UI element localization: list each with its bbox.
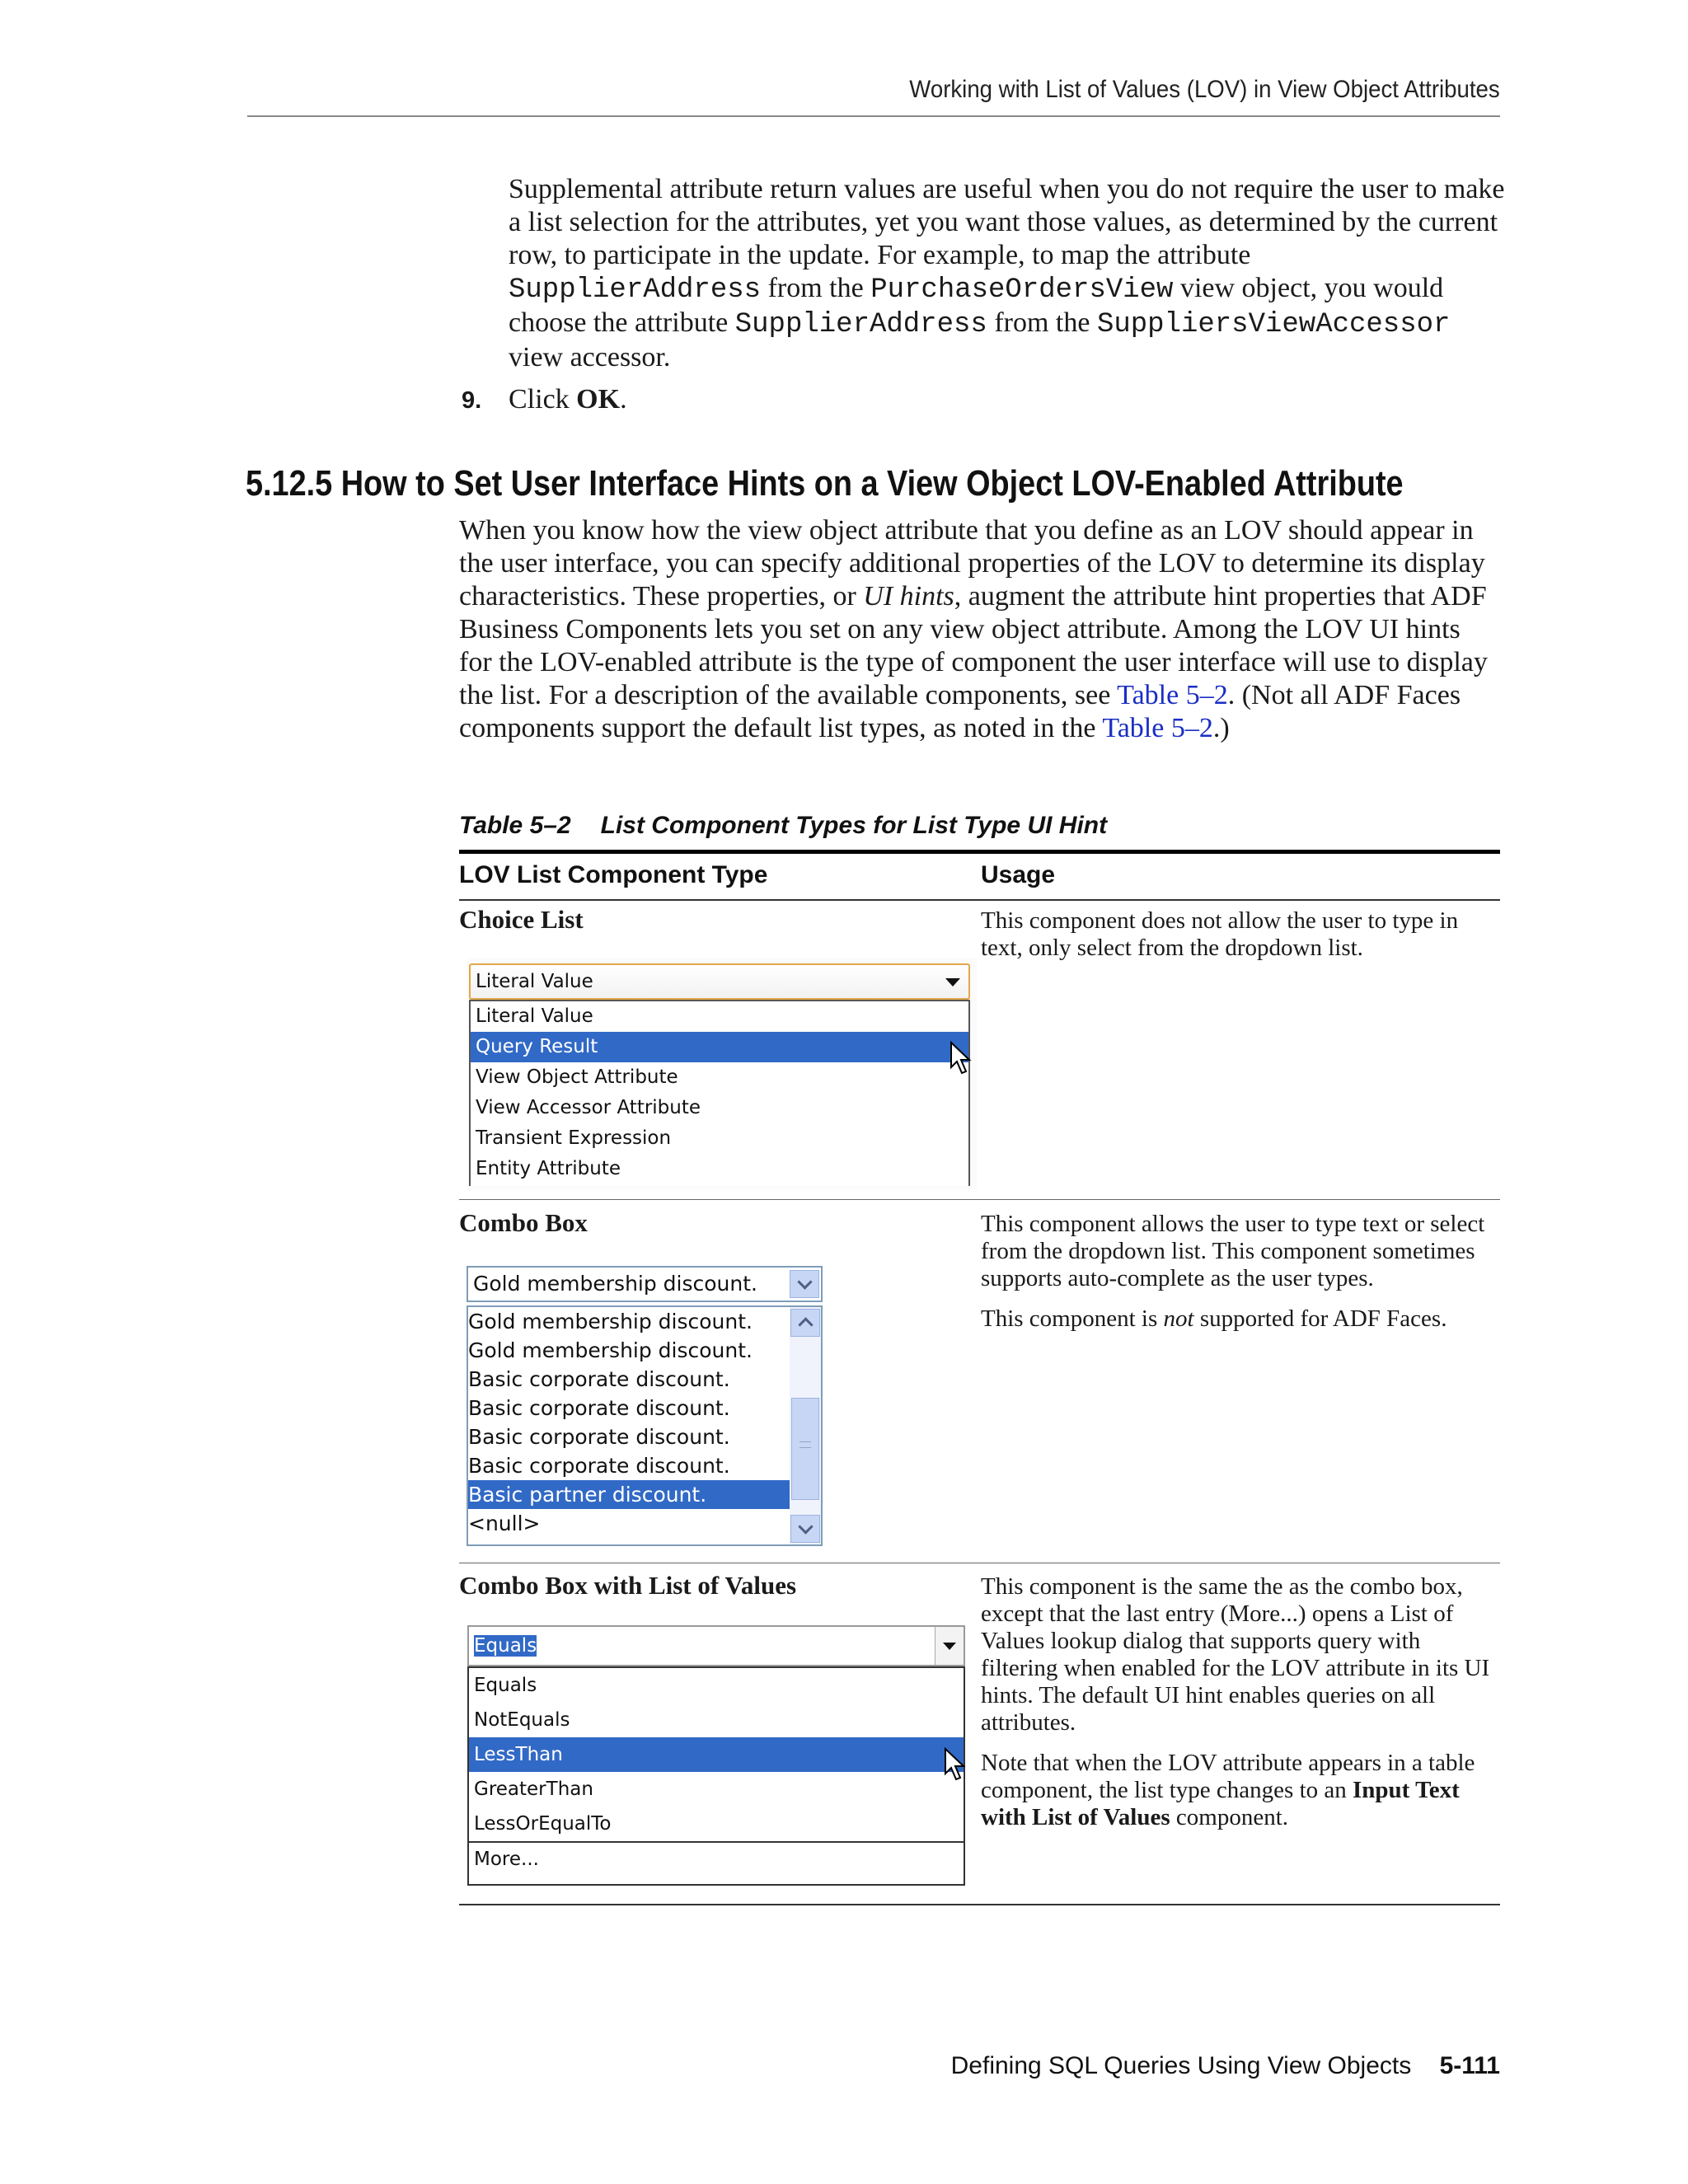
list-item-selected[interactable]: Query Result	[471, 1032, 968, 1062]
header-component-type: LOV List Component Type	[459, 861, 768, 888]
usage-combo-box-lov: This component is the same the as the combo box, except that the last entry (More...) opens a List of Values lookup dialog that supports query with filtering when enabled for the LOV attribute in its UI hints. The default UI hint enables queries on all attributes. Note that when the LOV attribute appears in a table component, the list type changes to an Input Text with List of Values component.	[981, 1573, 1490, 1830]
table-link-1[interactable]: Table 5–2	[1117, 680, 1228, 710]
list-item[interactable]: Basic corporate discount.	[468, 1425, 730, 1449]
intro-paragraph: When you know how the view object attribute that you define as an LOV should appear in the user interface, you can specify additional properties of the LOV to determine its display characteristics. These properties, or UI hints, augment the attribute hint properties that ADF Business Components lets you set on any view object attribute. Among the LOV UI hints for the LOV-enabled attribute is the type of component the user interface will use to display the list. For a description of the available components, see Table 5–2. (Not all ADF Faces components support the default list types, as noted in the Table 5–2.)	[459, 515, 1488, 743]
more-item[interactable]: More...	[469, 1841, 964, 1876]
list-item[interactable]: Entity Attribute	[476, 1158, 621, 1179]
mouse-cursor-icon	[944, 1747, 967, 1782]
choice-list-widget	[467, 958, 977, 1189]
combo-box-lov-field[interactable]	[467, 1625, 965, 1666]
running-header: Working with List of Values (LOV) in View Object Attributes	[909, 76, 1500, 103]
list-item[interactable]: Gold membership discount.	[468, 1310, 753, 1333]
table-link-2[interactable]: Table 5–2	[1102, 713, 1213, 743]
footer-title: Defining SQL Queries Using View Objects	[950, 2052, 1412, 2079]
mouse-cursor-icon	[950, 1041, 973, 1076]
combo-box-field-value: Gold membership discount.	[473, 1272, 757, 1296]
code-supplieraddress-2: SupplierAddress	[734, 309, 987, 340]
list-item[interactable]: Equals	[474, 1675, 537, 1696]
combo-box-lov-widget	[467, 1625, 972, 1892]
code-supplieraddress: SupplierAddress	[509, 274, 762, 306]
row-divider	[459, 1199, 1500, 1200]
choice-list-field[interactable]	[469, 963, 970, 1000]
step-9: 9. Click OK.	[462, 384, 627, 415]
scroll-down-icon[interactable]	[790, 1515, 820, 1543]
choice-list-field-value: Literal Value	[476, 971, 593, 992]
header-rule-bottom	[459, 899, 1500, 901]
combo-box-lov-field-value: Equals	[474, 1635, 537, 1657]
list-item[interactable]: View Accessor Attribute	[476, 1097, 701, 1118]
list-item[interactable]: Gold membership discount.	[468, 1338, 753, 1362]
dropdown-arrow-icon[interactable]	[935, 1627, 964, 1665]
chevron-down-icon[interactable]	[790, 1270, 819, 1298]
list-item[interactable]: <null>	[468, 1511, 541, 1535]
header-usage: Usage	[981, 861, 1056, 888]
list-item[interactable]: GreaterThan	[474, 1779, 593, 1800]
list-item-selected[interactable]: Basic partner discount.	[468, 1480, 790, 1509]
supplemental-paragraph: Supplemental attribute return values are useful when you do not require the user to make a list selection for the attributes, yet you want those values, as determined by the current row, to participate in the update. For example, to map the attribute SupplierAddress from the PurchaseOrdersView view object, you would choose the attribute SupplierAddress from the SuppliersViewAccessor view accessor.	[509, 174, 1505, 373]
list-item[interactable]: View Object Attribute	[476, 1066, 678, 1088]
combo-box-dropdown	[467, 1305, 823, 1546]
page-number: 5-111	[1439, 2052, 1500, 2079]
list-item[interactable]: Literal Value	[476, 1005, 593, 1027]
row-title-combo-box: Combo Box	[459, 1208, 588, 1237]
section-heading: 5.12.5 How to Set User Interface Hints on a View Object LOV-Enabled Attribute	[246, 463, 1404, 504]
page-footer	[951, 2052, 1500, 2080]
scrollbar-thumb[interactable]	[791, 1398, 819, 1500]
list-item[interactable]: Basic corporate discount.	[468, 1396, 730, 1420]
scrollbar[interactable]	[790, 1307, 821, 1544]
code-purchaseordersview: PurchaseOrdersView	[870, 274, 1174, 306]
code-suppliersviewaccessor: SuppliersViewAccessor	[1096, 309, 1451, 340]
header-rule	[247, 115, 1500, 117]
list-item[interactable]: NotEquals	[474, 1709, 570, 1731]
dropdown-arrow-icon[interactable]	[945, 978, 960, 987]
row-title-choice-list: Choice List	[459, 905, 584, 934]
combo-box-widget	[463, 1266, 826, 1548]
table-bottom-rule	[459, 1904, 1500, 1905]
combo-box-field[interactable]	[467, 1266, 823, 1302]
usage-combo-box: This component allows the user to type text or select from the dropdown list. This component sometimes supports auto-complete as the user types. This component is not supported for ADF Faces.	[981, 1211, 1485, 1332]
row-title-combo-box-lov: Combo Box with List of Values	[459, 1571, 797, 1600]
list-item[interactable]: Basic corporate discount.	[468, 1367, 730, 1391]
list-item-selected[interactable]: LessThan	[469, 1737, 964, 1772]
list-item[interactable]: Transient Expression	[476, 1127, 672, 1149]
list-item[interactable]: LessOrEqualTo	[474, 1813, 612, 1835]
table-top-rule	[459, 850, 1500, 854]
list-item[interactable]: Basic corporate discount.	[468, 1454, 730, 1478]
usage-choice-list: This component does not allow the user to type in text, only select from the dropdown list.	[981, 907, 1459, 961]
scroll-up-icon[interactable]	[790, 1309, 820, 1337]
choice-list-dropdown	[469, 1000, 970, 1186]
combo-box-lov-dropdown	[467, 1666, 965, 1886]
table-caption: Table 5–2 List Component Types for List Type UI Hint	[459, 812, 1108, 839]
